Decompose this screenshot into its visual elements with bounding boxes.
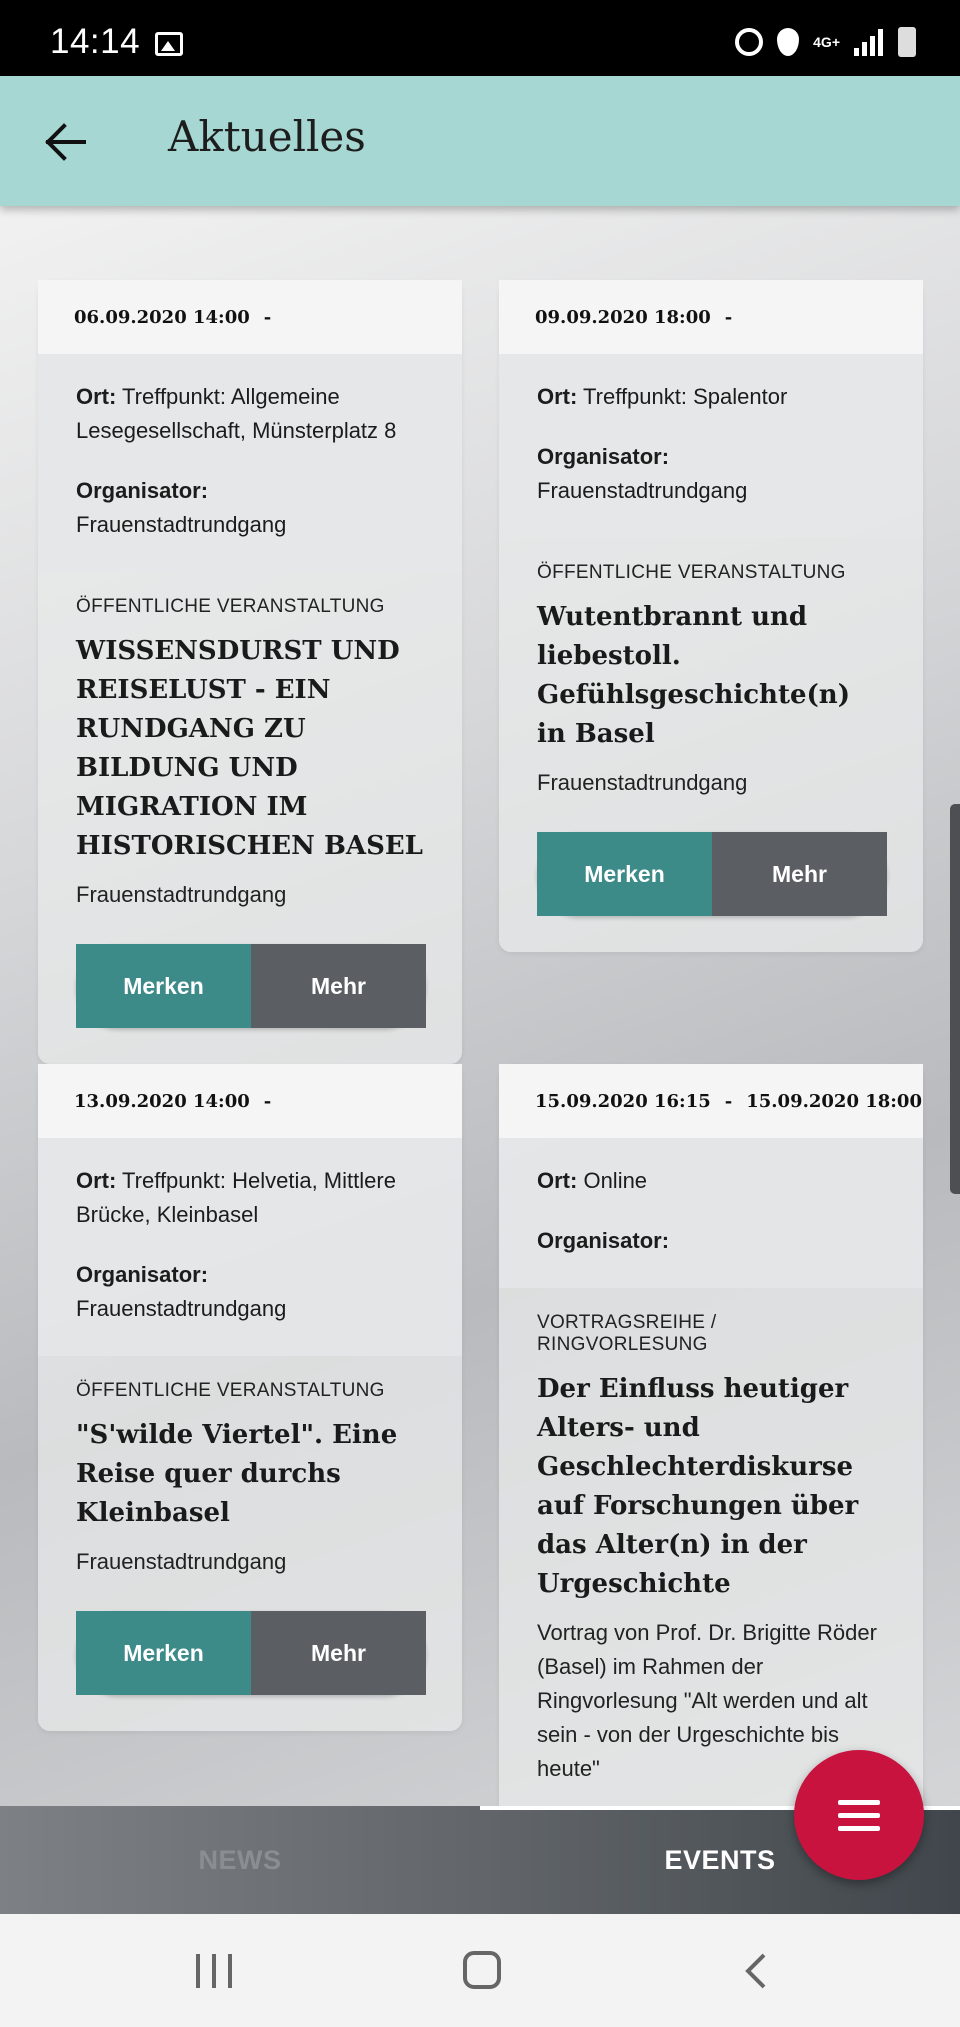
event-date-start: 13.09.2020 14:00 (74, 1090, 250, 1112)
location-value: Online (583, 1168, 648, 1193)
event-info (38, 354, 462, 572)
organizer-value: Frauenstadtrundgang (537, 478, 748, 503)
event-actions (76, 944, 426, 1028)
organizer-label: Organisator: (537, 444, 670, 469)
event-title: WISSENSDURST UND REISELUST - EIN RUNDGANG ZU BILDUNG UND MIGRATION IM HISTORISCHEN BASEL (76, 636, 423, 861)
event-subtitle: Vortrag von Prof. Dr. Brigitte Röder (Basel) im Rahmen der Ringvorlesung "Alt werden und alt sein - von der Urgeschichte bis heute" (537, 1620, 877, 1781)
event-subtitle: Frauenstadtrundgang (76, 882, 287, 907)
event-category: VORTRAGSREIHE / RINGVORLESUNG (537, 1312, 717, 1355)
date-separator: - (263, 306, 272, 328)
mehr-button[interactable]: Mehr (251, 1611, 426, 1695)
event-date (499, 280, 923, 354)
event-location (537, 1164, 885, 1198)
image-notification-icon (155, 32, 183, 56)
location-value: Treffpunkt: Spalentor (583, 384, 788, 409)
event-actions (537, 832, 887, 916)
page-title: Aktuelles (168, 112, 366, 161)
merken-button[interactable]: Merken (76, 1611, 251, 1695)
event-location (76, 1164, 424, 1232)
merken-button[interactable]: Merken (537, 832, 712, 916)
event-title: Wutentbrannt und liebestoll. Gefühlsgeschichte(n) in Basel (537, 602, 851, 749)
system-nav-bar (0, 1914, 960, 2027)
organizer-label: Organisator: (76, 1262, 209, 1287)
event-info (499, 1138, 923, 1288)
back-arrow-icon[interactable] (40, 116, 92, 168)
location-label: Ort: (76, 384, 117, 409)
event-date (38, 280, 462, 354)
date-separator: - (263, 1090, 272, 1112)
event-date (38, 1064, 462, 1138)
event-body (38, 572, 462, 1064)
network-type (813, 35, 840, 49)
status-bar (0, 0, 960, 76)
date-separator: - (724, 306, 733, 328)
event-date (499, 1064, 923, 1138)
tab-news[interactable]: NEWS (198, 1844, 282, 1875)
location-label: Ort: (537, 1168, 578, 1193)
event-category: ÖFFENTLICHE VERANSTALTUNG (76, 1380, 385, 1401)
organizer-value: Frauenstadtrundgang (76, 512, 287, 537)
organizer-value: Frauenstadtrundgang (76, 1296, 287, 1321)
event-location (537, 380, 885, 414)
event-title: "S'wilde Viertel". Eine Reise quer durchs Kleinbasel (76, 1420, 398, 1528)
events-list[interactable] (0, 206, 960, 1806)
event-category: ÖFFENTLICHE VERANSTALTUNG (537, 562, 846, 583)
location-value: Treffpunkt: Helvetia, Mittlere Brücke, Kleinbasel (76, 1168, 396, 1227)
event-date-start: 09.09.2020 18:00 (535, 306, 711, 328)
mehr-button[interactable]: Mehr (251, 944, 426, 1028)
event-location (76, 380, 424, 448)
location-icon (777, 28, 799, 56)
event-title: Der Einfluss heutiger Alters- und Geschlechterdiskurse auf Forschungen über das Alter(n) in der Urgeschichte (537, 1374, 859, 1599)
mehr-button[interactable]: Mehr (712, 832, 887, 916)
battery-icon (898, 27, 916, 57)
tab-events[interactable]: EVENTS (664, 1844, 776, 1875)
event-date-start: 06.09.2020 14:00 (74, 306, 250, 328)
event-date-start: 15.09.2020 16:15 (535, 1090, 711, 1112)
app-bar (0, 76, 960, 206)
recent-apps-icon[interactable] (196, 1954, 232, 1988)
event-info (38, 1138, 462, 1356)
date-separator: - (724, 1090, 733, 1112)
event-card (38, 280, 462, 1064)
event-actions (76, 1611, 426, 1695)
event-info (499, 354, 923, 538)
organizer-label: Organisator: (537, 1228, 670, 1253)
location-label: Ort: (76, 1168, 117, 1193)
location-label: Ort: (537, 384, 578, 409)
event-card (499, 280, 923, 952)
event-date-end: 15.09.2020 18:00 (746, 1090, 922, 1112)
event-subtitle: Frauenstadtrundgang (537, 770, 748, 795)
menu-icon (838, 1800, 880, 1805)
signal-icon (854, 28, 884, 56)
event-category: ÖFFENTLICHE VERANSTALTUNG (76, 596, 385, 617)
menu-fab-button[interactable] (794, 1750, 924, 1880)
location-value: Treffpunkt: Allgemeine Lesegesellschaft, Münsterplatz 8 (76, 384, 397, 443)
nav-back-icon[interactable] (738, 1952, 774, 1990)
event-subtitle: Frauenstadtrundgang (76, 1549, 287, 1574)
event-body (499, 538, 923, 952)
status-time: 14:14 (50, 22, 141, 61)
merken-button[interactable]: Merken (76, 944, 251, 1028)
home-icon[interactable] (463, 1951, 501, 1989)
alarm-icon (735, 28, 763, 56)
organizer-label: Organisator: (76, 478, 209, 503)
scrollbar[interactable] (950, 804, 960, 1194)
event-body (38, 1356, 462, 1731)
network-label: 4G+ (813, 34, 840, 50)
status-icons (735, 24, 916, 60)
event-card (38, 1064, 462, 1731)
